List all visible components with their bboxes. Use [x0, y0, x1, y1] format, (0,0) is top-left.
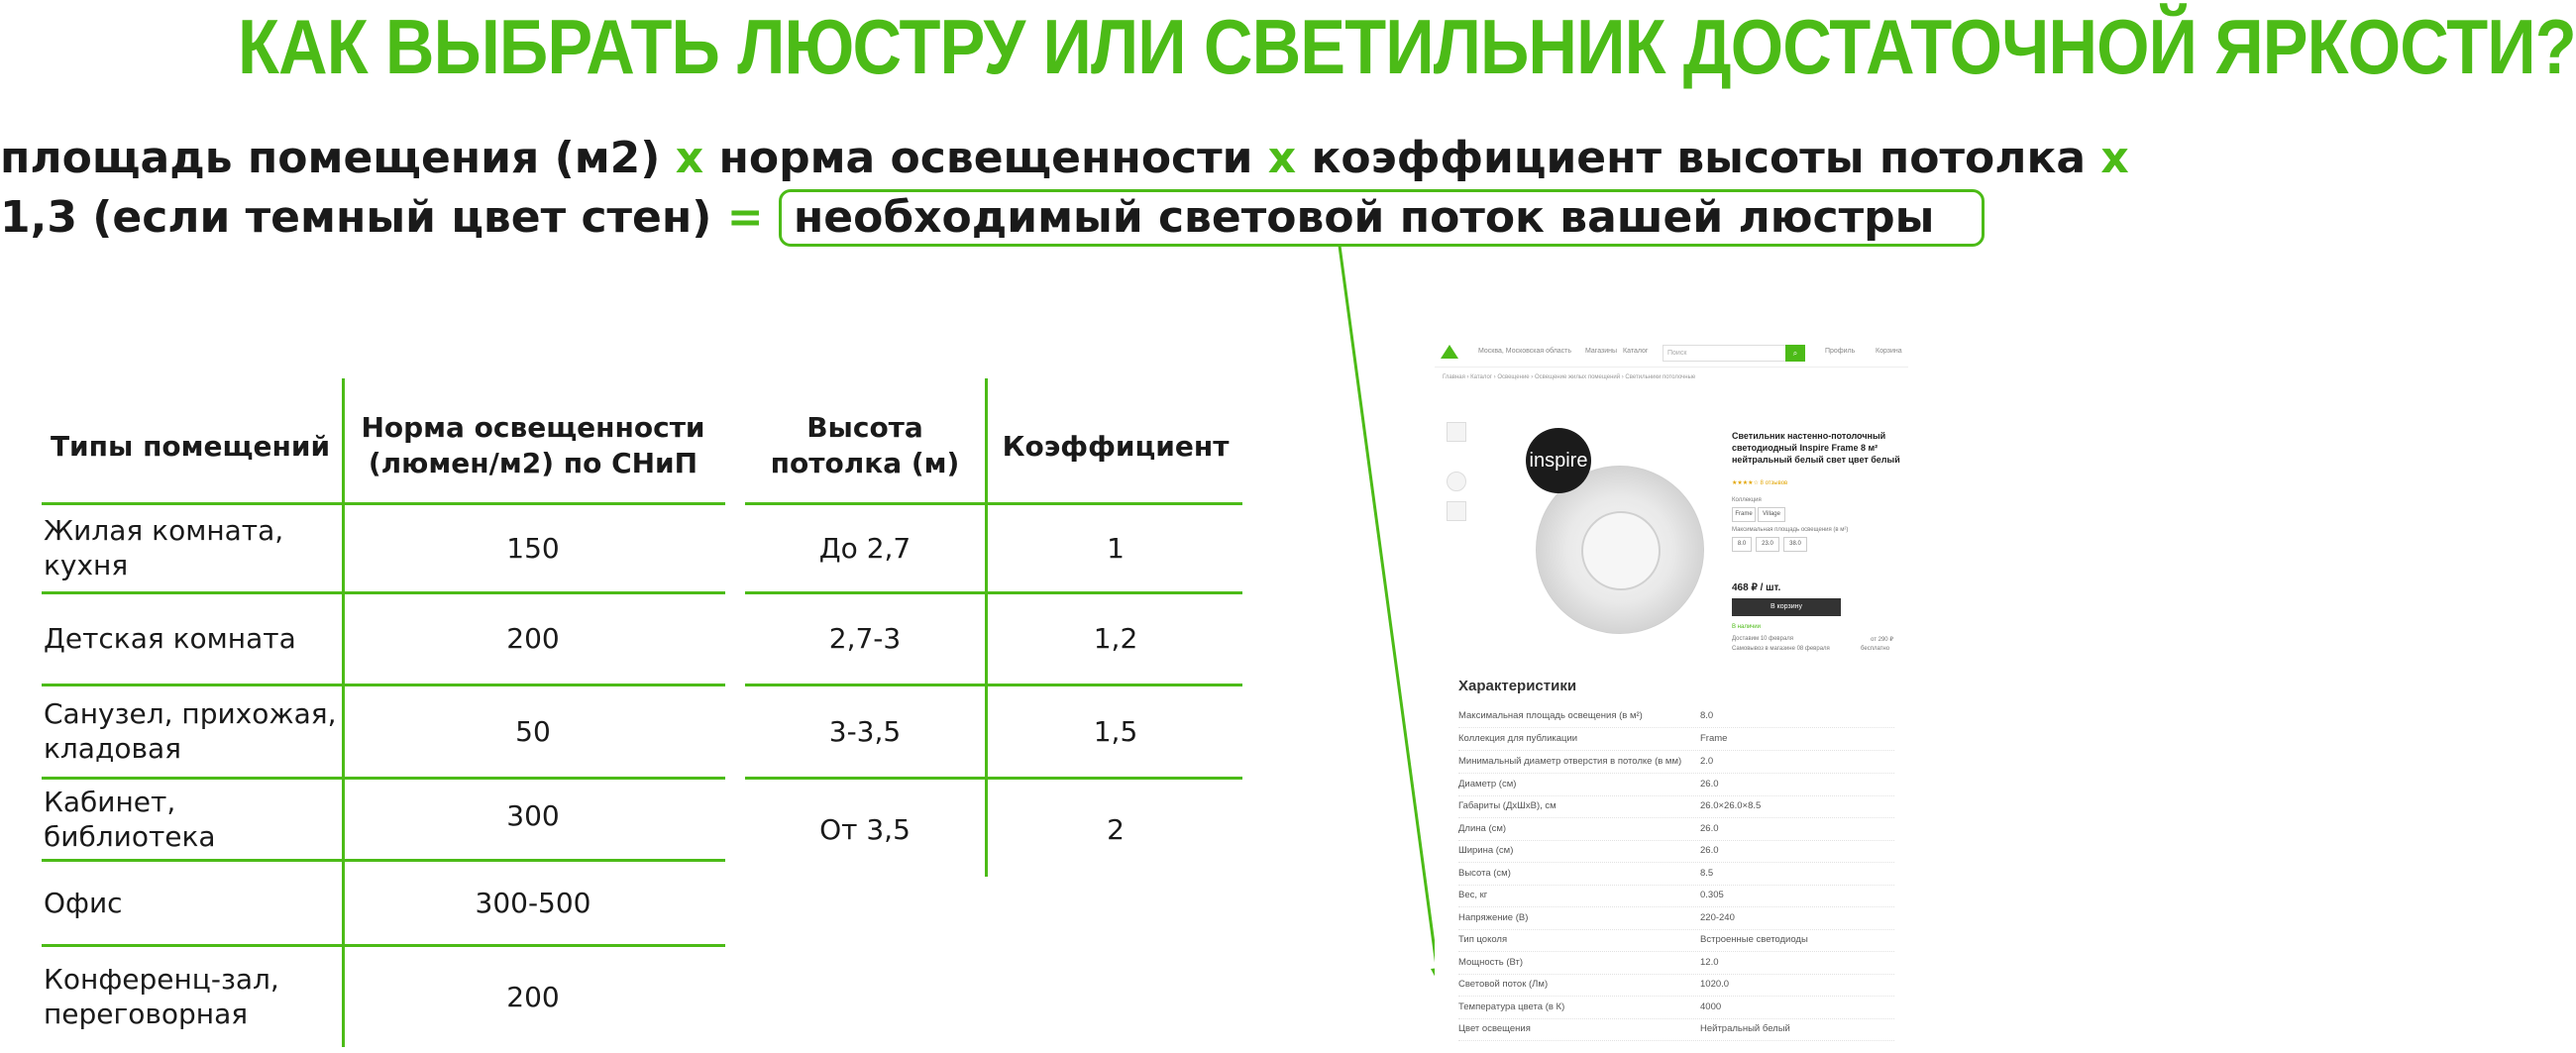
spec-value: 0.305: [1700, 890, 1724, 900]
delivery-price: от 290 ₽: [1871, 637, 1894, 643]
height-cell: 3-3,5: [828, 714, 902, 748]
formula-area: площадь помещения (м2): [0, 133, 661, 183]
spec-value: Frame: [1700, 733, 1728, 744]
spec-value: Встроенные светодиоды: [1700, 934, 1808, 945]
spec-value: 26.0: [1700, 779, 1719, 790]
spec-value: 26.0: [1700, 823, 1719, 834]
coef-cell: 1: [1107, 531, 1125, 565]
height-cell: От 3,5: [819, 812, 911, 846]
formula-dark-walls: 1,3 (если темный цвет стен): [0, 192, 712, 243]
spec-value: 12.0: [1700, 957, 1719, 968]
spec-key: Коллекция для публикации: [1458, 733, 1578, 744]
spec-row: [1458, 929, 1894, 952]
search-icon[interactable]: ⌕: [1785, 345, 1805, 362]
coef-cell: 2: [1107, 812, 1125, 846]
coef-cell: 1,5: [1093, 714, 1138, 748]
gallery-thumb[interactable]: [1447, 501, 1466, 521]
spec-key: Напряжение (В): [1458, 912, 1529, 923]
spec-key: Ширина (см): [1458, 845, 1514, 856]
formula-norm: норма освещенности: [718, 133, 1253, 183]
room-type-cell: Конференц-зал, переговорная: [44, 963, 279, 1030]
formula-height-coef: коэффициент высоты потолка: [1311, 133, 2087, 183]
room-type-cell: Детская комната: [44, 622, 296, 655]
formula-multiply-3: x: [2100, 133, 2129, 183]
formula-equals: =: [726, 192, 764, 243]
catalog-button[interactable]: Каталог: [1623, 348, 1649, 355]
room-norm-cell: 150: [506, 531, 560, 565]
room-type-cell: Жилая комната, кухня: [44, 514, 284, 581]
delivery-info: Доставим 10 февраля: [1732, 636, 1794, 642]
gallery-thumb[interactable]: [1447, 422, 1466, 442]
spec-row: [1458, 907, 1894, 930]
spec-row: [1458, 795, 1894, 818]
spec-key: Световой поток (Лм): [1458, 979, 1549, 990]
shop-logo-icon: [1441, 345, 1458, 359]
spec-key: Диаметр (см): [1458, 779, 1517, 790]
shop-topbar: [1435, 337, 1908, 368]
product-price: 468 ₽ / шт.: [1732, 582, 1781, 593]
spec-key: Вес, кг: [1458, 890, 1488, 900]
height-column-divider: [985, 378, 988, 877]
height-cell: 2,7-3: [828, 622, 902, 655]
spec-key: Длина (см): [1458, 823, 1507, 834]
area-option[interactable]: 38.0: [1783, 537, 1807, 552]
collection-label: Коллекция: [1732, 497, 1762, 503]
height-header: Высота потолка (м): [770, 411, 960, 479]
spec-key: Температура цвета (в К): [1458, 1001, 1565, 1012]
spec-value: 220-240: [1700, 912, 1735, 923]
formula-multiply-1: x: [675, 133, 704, 183]
rooms-header-norm: Норма освещенности (люмен/м2) по СНиП: [361, 411, 705, 479]
formula-result: необходимый световой поток вашей люстры: [779, 189, 1985, 247]
brand-logo: inspire: [1526, 428, 1591, 493]
room-norm-cell: 200: [506, 622, 560, 655]
rooms-header-type: Типы помещений: [50, 429, 331, 463]
room-norm-cell: 200: [506, 980, 560, 1013]
profile-link[interactable]: Профиль: [1825, 348, 1856, 355]
spec-value: 1020.0: [1700, 979, 1730, 990]
product-image-center: [1581, 511, 1661, 590]
height-cell: До 2,7: [818, 531, 912, 565]
rooms-column-divider: [342, 378, 345, 1047]
search-input[interactable]: Поиск: [1663, 345, 1787, 362]
spec-value: 26.0: [1700, 845, 1719, 856]
pickup-price: бесплатно: [1861, 646, 1890, 652]
formula-multiply-2: x: [1267, 133, 1297, 183]
area-option[interactable]: 8.0: [1732, 537, 1752, 552]
coef-cell: 1,2: [1093, 622, 1138, 655]
spec-row: [1458, 705, 1894, 728]
spec-key: Максимальная площадь освещения (в м²): [1458, 710, 1643, 721]
spec-row: [1458, 885, 1894, 907]
area-option[interactable]: 23.0: [1756, 537, 1779, 552]
cart-link[interactable]: Корзина: [1876, 348, 1902, 355]
spec-value: 8.5: [1700, 868, 1714, 879]
coef-header: Коэффициент: [1002, 429, 1230, 463]
spec-row: [1458, 840, 1894, 863]
spec-row: [1458, 728, 1894, 751]
spec-value: Нейтральный белый: [1700, 1023, 1790, 1034]
spec-key: Габариты (ДхШхВ), см: [1458, 800, 1556, 811]
product-rating[interactable]: ★★★★☆ 8 отзывов: [1732, 480, 1788, 486]
spec-value: 2.0: [1700, 756, 1714, 767]
collection-option[interactable]: Village: [1758, 507, 1785, 522]
spec-row: [1458, 952, 1894, 975]
spec-value: 8.0: [1700, 710, 1714, 721]
product-title: Светильник настенно-потолочный светодиодный Inspire Frame 8 м² нейтральный белый свет цвет белый: [1732, 431, 1900, 465]
add-to-cart-button[interactable]: В корзину: [1732, 598, 1841, 616]
gallery-thumb[interactable]: [1447, 472, 1466, 491]
spec-value: 26.0×26.0×8.5: [1700, 800, 1762, 811]
specs-title: Характеристики: [1458, 678, 1577, 694]
location-selector[interactable]: Москва, Московская область: [1478, 348, 1572, 355]
shops-link[interactable]: Магазины: [1585, 348, 1618, 355]
product-page-screenshot: [1435, 337, 1908, 1053]
spec-row: [1458, 818, 1894, 841]
spec-row: [1458, 863, 1894, 886]
pickup-info: Самовывоз в магазине 08 февраля: [1732, 646, 1830, 652]
spec-key: Мощность (Вт): [1458, 957, 1524, 968]
availability-status: В наличии: [1732, 624, 1762, 630]
room-type-cell: Офис: [44, 886, 123, 919]
spec-row: [1458, 751, 1894, 774]
spec-key: Минимальный диаметр отверстия в потолке (в мм): [1458, 756, 1682, 767]
breadcrumb: Главная › Каталог › Освещение › Освещение жилых помещений › Светильники потолочные: [1443, 374, 1696, 380]
spec-row: [1458, 774, 1894, 796]
spec-key: Высота (см): [1458, 868, 1511, 879]
spec-row: [1458, 997, 1894, 1019]
spec-row: [1458, 1018, 1894, 1041]
collection-option[interactable]: Frame: [1732, 507, 1756, 522]
area-label: Максимальная площадь освещения (в м²): [1732, 527, 1849, 533]
room-norm-cell: 300: [506, 799, 560, 832]
room-type-cell: Кабинет, библиотека: [44, 785, 216, 853]
spec-value: 4000: [1700, 1001, 1722, 1012]
room-norm-cell: 50: [515, 714, 551, 748]
room-norm-cell: 300-500: [475, 886, 591, 919]
spec-key: Цвет освещения: [1458, 1023, 1531, 1034]
spec-key: Тип цоколя: [1458, 934, 1508, 945]
page-title: КАК ВЫБРАТЬ ЛЮСТРУ ИЛИ СВЕТИЛЬНИК ДОСТАТОЧНОЙ ЯРКОСТИ?: [238, 3, 2576, 90]
spec-row: [1458, 974, 1894, 997]
room-type-cell: Санузел, прихожая, кладовая: [44, 697, 337, 765]
